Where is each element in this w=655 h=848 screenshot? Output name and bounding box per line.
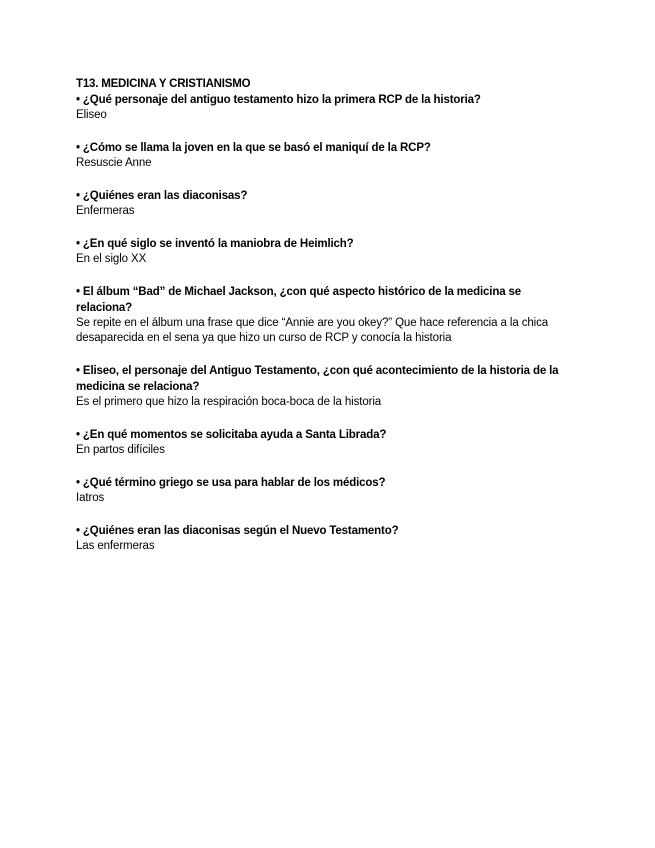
qa-item: [76, 188, 576, 219]
answer-text: Las enfermeras: [76, 540, 155, 552]
answer-text: Enfermeras: [76, 205, 135, 217]
answer-text: Iatros: [76, 492, 105, 504]
answer-text: En partos difíciles: [76, 444, 165, 456]
question-text: • ¿En qué siglo se inventó la maniobra de Heimlich?: [76, 238, 354, 250]
qa-item: [76, 236, 576, 267]
document-page: [76, 77, 576, 571]
qa-item: [76, 92, 576, 123]
question-text: • El álbum “Bad” de Michael Jackson, ¿con qué aspecto histórico de la medicina se relaciona?: [76, 286, 521, 314]
question-text: • ¿Quiénes eran las diaconisas según el Nuevo Testamento?: [76, 525, 399, 537]
answer-text: Es el primero que hizo la respiración boca-boca de la historia: [76, 396, 382, 408]
question-text: • ¿Qué término griego se usa para hablar de los médicos?: [76, 477, 386, 489]
document-title: T13. MEDICINA Y CRISTIANISMO: [76, 78, 251, 90]
answer-text: En el siglo XX: [76, 253, 147, 265]
qa-item: [76, 523, 576, 554]
answer-text: Resuscie Anne: [76, 157, 152, 169]
answer-text: Eliseo: [76, 109, 107, 121]
question-text: • ¿Cómo se llama la joven en la que se basó el maniquí de la RCP?: [76, 142, 431, 154]
question-text: • ¿Quiénes eran las diaconisas?: [76, 190, 248, 202]
answer-text: Se repite en el álbum una frase que dice “Annie are you okey?” Que hace referencia a la chica desaparecida en el sena ya que hizo un curso de RCP y conocía la historia: [76, 317, 549, 344]
qa-item: [76, 427, 576, 458]
question-text: • ¿Qué personaje del antiguo testamento hizo la primera RCP de la historia?: [76, 94, 481, 106]
qa-item: [76, 140, 576, 171]
qa-item: [76, 475, 576, 506]
qa-item: [76, 363, 576, 410]
qa-item: [76, 284, 576, 346]
question-text: • ¿En qué momentos se solicitaba ayuda a Santa Librada?: [76, 429, 387, 441]
question-text: • Eliseo, el personaje del Antiguo Testamento, ¿con qué acontecimiento de la historia de la medicina se relaciona?: [76, 365, 559, 393]
